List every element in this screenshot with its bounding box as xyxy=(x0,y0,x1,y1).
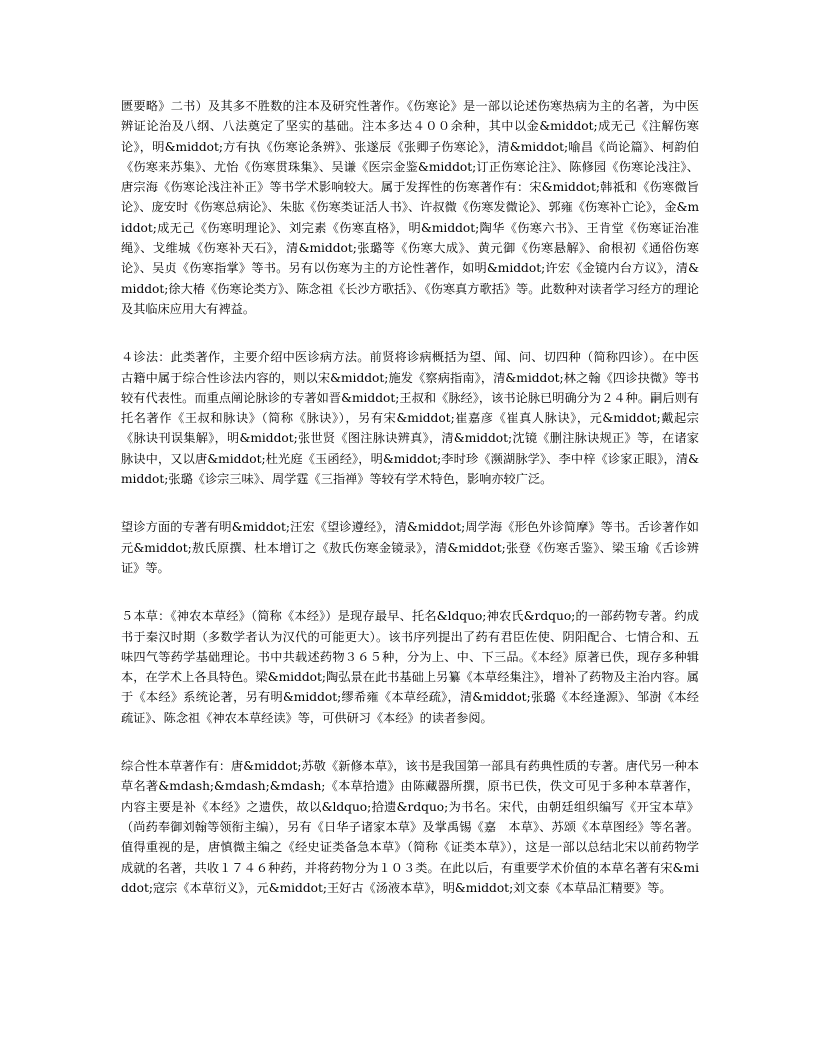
paragraph-materia-medica: ５本草：《神农本草经》（简称《本经》）是现存最早、托名&ldquo;神农氏&rdquo;的一部药物专著。约成书于秦汉时期（多数学者认为汉代的可能更大）。该书序列提出了药有君臣佐使、阴阳配合、七情合和、五味四气等药学基础理论。书中共载述药物３６５种，分为上、中、下三品。《本经》原著已佚，现存多种辑本，在学术上各具特色。梁&middot;陶弘景在此书基础上另纂《本草经集注》，增补了药物及主治内容。属于《本经》系统论著，另有明&middot;缪希雍《本草经疏》，清&middot;张璐《本经逢源》、邹澍《本经疏证》、陈念祖《神农本草经读》等，可供研习《本经》的读者参阅。 xyxy=(121,609,699,725)
paragraph-diagnosis: ４诊法：此类著作，主要介绍中医诊病方法。前贤将诊病概括为望、闻、问、切四种（简称四诊）。在中医古籍中属于综合性诊法内容的，则以宋&middot;施发《察病指南》，清&middot;林之翰《四诊抉微》等书较有代表性。而重点阐论脉诊的专著如晋&middot;王叔和《脉经》，该书论脉已明确分为２４种。嗣后则有托名著作《王叔和脉诀》（简称《脉诀》），另有宋&middot;崔嘉彦《崔真人脉诀》，元&middot;戴起宗《脉诀刊误集解》，明&middot;张世贤《图注脉诀辨真》，清&middot;沈镜《删注脉诀规正》等，在诸家脉诀中，又以唐&middot;杜光庭《玉函经》，明&middot;李时珍《濒湖脉学》、李中梓《诊家正眼》，清&middot;张璐《诊宗三味》、周学霆《三指禅》等较有学术特色，影响亦较广泛。 xyxy=(121,350,699,487)
paragraph-shanghan: 匮要略》二书）及其多不胜数的注本及研究性著作。《伤寒论》是一部以论述伤寒热病为主的名著，为中医辨证论治及八纲、八法奠定了坚实的基础。注本多达４００余种，其中以金&middot;成无己《注解伤寒论》，明&middot;方有执《伤寒论条辨》、张遂辰《张卿子伤寒论》，清&middot;喻昌《尚论篇》、柯韵伯《伤寒来苏集》、尤怡《伤寒贯珠集》、吴谦《医宗金鉴&middot;订正伤寒论注》、陈修园《伤寒论浅注》、唐宗海《伤寒论浅注补正》等书学术影响较大。属于发挥性的伤寒著作有：宋&middot;韩祗和《伤寒微旨论》、庞安时《伤寒总病论》、朱肱《伤寒类证活人书》、许叔微《伤寒发微论》、郭雍《伤寒补亡论》，金&middot;成无己《伤寒明理论》、刘完素《伤寒直格》，明&middot;陶华《伤寒六书》、王肯堂《伤寒证治准绳》、戈维城《伤寒补天石》，清&middot;张璐等《伤寒大成》、黄元御《伤寒悬解》、俞根初《通俗伤寒论》、吴贞《伤寒指掌》等书。另有以伤寒为主的方论性著作，如明&middot;许宏《金镜内台方议》，清&middot;徐大椿《伤寒论类方》、陈念祖《长沙方歌括》、《伤寒真方歌括》等。此数种对读者学习经方的理论及其临床应用大有裨益。 xyxy=(121,99,699,316)
paragraph-inspection: 望诊方面的专著有明&middot;汪宏《望诊遵经》，清&middot;周学海《形色外诊简摩》等书。舌诊著作如元&middot;敖氏原撰、杜本增订之《敖氏伤寒金镜录》，清&middot;张登《伤寒舌鉴》、梁玉瑜《舌诊辨证》等。 xyxy=(121,520,699,575)
document-body xyxy=(121,96,699,898)
paragraph-comprehensive-materia-medica: 综合性本草著作有：唐&middot;苏敬《新修本草》，该书是我国第一部具有药典性质的专著。唐代另一种本草名著&mdash;&mdash;&mdash;《本草拾遗》由陈藏器所撰，原书已佚，佚文可见于多种本草著作，内容主要是补《本经》之遗佚，故以&ldquo;拾遗&rdquo;为书名。宋代，由朝廷组织编写《开宝本草》（尚药奉御刘翰等领衔主编），另有《日华子诸家本草》及掌禹锡《嘉 本草》、苏颂《本草图经》等名著。值得重视的是，唐慎微主编之《经史证类备急本草》（简称《证类本草》），这是一部以总结北宋以前药物学成就的名著，共收１７４６种药，并将药物分为１０３类。在此以后，有重要学术价值的本草名著有宋&middot;寇宗《本草衍义》，元&middot;王好古《汤液本草》，明&middot;刘文泰《本草品汇精要》等。 xyxy=(121,759,699,895)
